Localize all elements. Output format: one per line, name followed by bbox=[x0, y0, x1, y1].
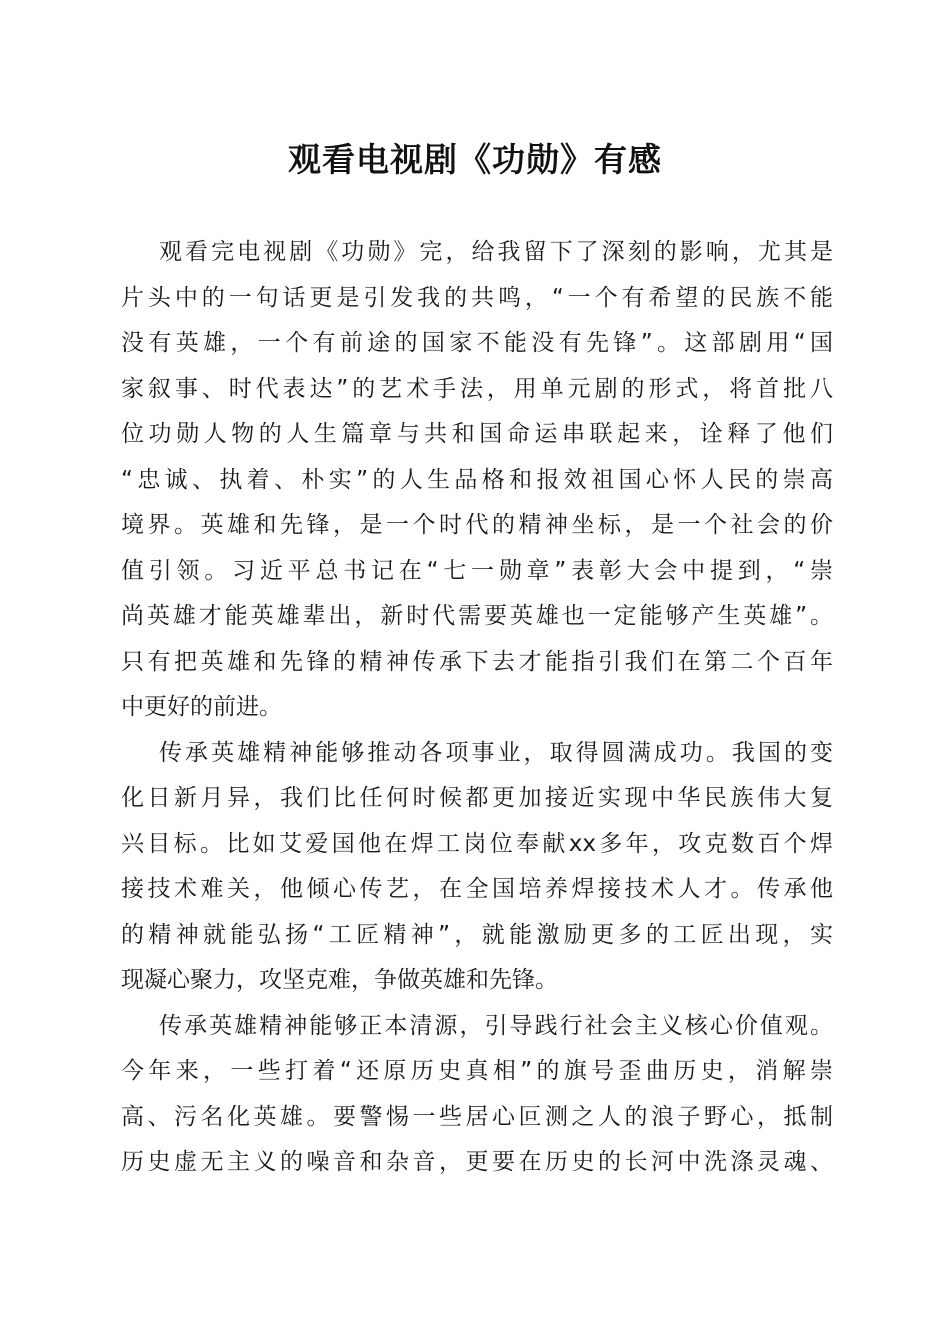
text-line: 家叙事、时代表达”的艺术手法，用单元剧的形式，将首批八 bbox=[121, 375, 833, 402]
document-body bbox=[121, 230, 833, 1186]
text-line: 的精神就能弘扬“工匠精神”，就能激励更多的工匠出现，实 bbox=[121, 921, 833, 948]
text-line: 观看完电视剧《功勋》完，给我留下了深刻的影响，尤其是 bbox=[159, 239, 833, 265]
text-line: 值引领。习近平总书记在“七一勋章”表彰大会中提到，“崇 bbox=[121, 557, 833, 584]
text-line: 只有把英雄和先锋的精神传承下去才能指引我们在第二个百年 bbox=[121, 648, 833, 675]
text-line: 兴目标。比如艾爱国他在焊工岗位奉献xx多年，攻克数百个焊 bbox=[121, 830, 833, 857]
text-line: 位功勋人物的人生篇章与共和国命运串联起来，诠释了他们 bbox=[121, 421, 833, 447]
text-line: 化日新月异，我们比任何时候都更加接近实现中华民族伟大复 bbox=[121, 785, 833, 811]
document-title: 观看电视剧《功勋》有感 bbox=[288, 140, 662, 179]
text-line: “忠诚、执着、朴实”的人生品格和报效祖国心怀人民的崇高 bbox=[121, 466, 833, 493]
text-line: 尚英雄才能英雄辈出，新时代需要英雄也一定能够产生英雄”。 bbox=[121, 603, 833, 629]
text-line: 中更好的前进。 bbox=[121, 694, 282, 720]
text-line: 传承英雄精神能够正本清源，引导践行社会主义核心价值观。 bbox=[159, 1012, 833, 1039]
text-line: 高、污名化英雄。要警惕一些居心叵测之人的浪子野心，抵制 bbox=[121, 1103, 833, 1130]
text-line: 今年来，一些打着“还原历史真相”的旗号歪曲历史，消解崇 bbox=[121, 1058, 833, 1084]
text-line: 境界。英雄和先锋，是一个时代的精神坐标，是一个社会的价 bbox=[121, 512, 833, 538]
text-line: 接技术难关，他倾心传艺，在全国培养焊接技术人才。传承他 bbox=[121, 876, 833, 902]
text-line: 片头中的一句话更是引发我的共鸣，“一个有希望的民族不能 bbox=[121, 284, 833, 311]
text-line: 现凝心聚力，攻坚克难，争做英雄和先锋。 bbox=[121, 967, 558, 993]
text-line: 历史虚无主义的噪音和杂音，更要在历史的长河中洗涤灵魂、 bbox=[121, 1149, 833, 1175]
text-line: 传承英雄精神能够推动各项事业，取得圆满成功。我国的变 bbox=[159, 739, 833, 766]
text-line: 没有英雄，一个有前途的国家不能没有先锋”。这部剧用“国 bbox=[121, 330, 833, 356]
